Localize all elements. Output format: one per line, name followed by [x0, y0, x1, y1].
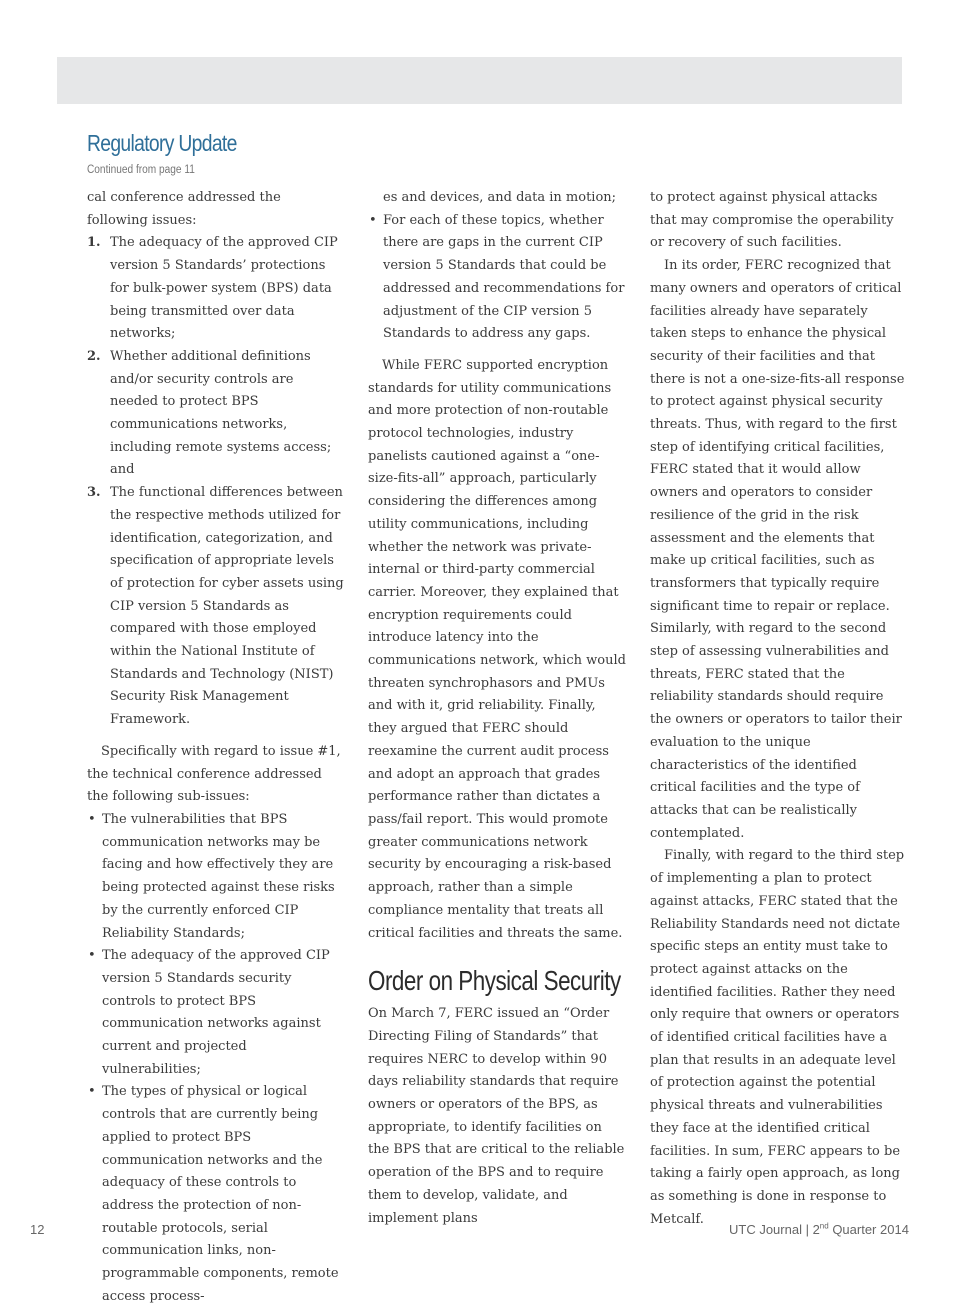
list-item: 1. The adequacy of the approved CIP version 5 Standards’ protections for bulk-power system (BPS) data being transmitted over data networks; [87, 235, 338, 342]
continued-note: Continued from page 11 [87, 164, 195, 176]
subheading: Order on Physical Security [368, 965, 621, 997]
section-title: Regulatory Update [87, 130, 237, 156]
column3-paragraph: In its order, FERC recognized that many owners and operators of critical facilities already have separately taken steps to enhance the physical security of their facilities and that there is not a one-size-fits-all response to protect against physical security threats. Thus, with regard to the first step of identifying critical facilities, FERC stated that it would allow owners and operators to consider resilience of the grid in the risk assessment and the elements that make up critical facilities, such as transformers that typically require significant time to repair or replace. Similarly, with regard to the second step of assessing vulnerabilities and threats, FERC stated that the reliability standards should require the owners or operators to tailor their evaluation to the unique characteristics of the identified critical facilities and the type of attacks that can be realistically contemplated. [650, 258, 905, 841]
bullet-icon: • [88, 811, 96, 827]
column2-continuation: es and devices, and data in motion; [383, 190, 617, 205]
list-item: 3. The functional differences between the respective methods utilized for identification, categorization, and specification of appropriate levels of protection for cyber assets using CIP version 5 Standards as compared with those employed within the National Institute of Standards and Technology (NIST) Security Risk Management Framework. [87, 485, 344, 728]
list-item: • The adequacy of the approved CIP version 5 Standards security controls to protect BPS communication networks against current and projected vulnerabilities; [87, 945, 345, 1081]
list-item: • The types of physical or logical controls that are currently being applied to protect BPS communication networks and the adequacy of these controls to address the protection of non-routable protocols, serial communication links, non-programmable components, remote access process- [87, 1081, 345, 1308]
list-item: 2. Whether additional definitions and/or security controls are needed to protect BPS communications networks, including remote systems access; and [87, 348, 332, 478]
bullet-icon: • [88, 948, 96, 964]
column2-paragraph: On March 7, FERC issued an “Order Directing Filing of Standards” that requires NERC to develop within 90 days reliability standards that require owners or operators of the BPS, as appropriate, to identify facilities on the BPS that are critical to the reliable operation of the BPS and to require them to develop, validate, and implement plans [368, 1006, 625, 1226]
bullet-icon: • [369, 212, 377, 228]
column3-paragraph: Finally, with regard to the third step of implementing a plan to protect against attacks, FERC stated that the Reliability Standards need not dictate specific steps an entity must take to protect against attacks on the identified facilities. Rather they need only require that owners or operators of identified critical facilities have a plan that results in an adequate level of protection against the potential physical threats and vulnerabilities they face at the identified critical facilities. In sum, FERC appears to be taking a fairly open approach, as long as something is done in response to Metcalf. [650, 848, 905, 1227]
column-1 [87, 187, 345, 1308]
list-item: • For each of these topics, whether there are gaps in the current CIP version 5 Standards that could be addressed and recommendations for adjustment of the CIP version 5 Standards to address any gaps. [368, 210, 626, 346]
issues-list [87, 232, 345, 731]
bullet-icon: • [88, 1084, 96, 1100]
column1-intro: cal conference addressed the following issues: [87, 190, 281, 228]
column1-paragraph: Specifically with regard to issue #1, the technical conference addressed the following sub-issues: [87, 743, 341, 805]
column2-paragraph: While FERC supported encryption standards for utility communications and more protection of non-routable protocol technologies, industry panelists cautioned against a “one-size-fits-all” approach, particularly considering the differences among utility communications, including whether the network was private-internal or third-party commercial carrier. Moreover, they explained that encryption requirements could introduce latency into the communications network, which would threaten synchrophasors and PMUs and with it, grid reliability. Finally, they argued that FERC should reexamine the current audit process and adopt an approach that grades performance rather than dictates a pass/fail report. This would promote greater communications network security by encouraging a risk-based approach, rather than a simple compliance mentality that treats all critical facilities and threats the same. [368, 357, 626, 941]
list-item: • The vulnerabilities that BPS communication networks may be facing and how effectively they are being protected against these risks by the currently enforced CIP Reliability Standards; [87, 809, 345, 945]
topics-list [368, 210, 626, 346]
page-number: 12 [30, 1222, 45, 1237]
sub-issues-list [87, 809, 345, 1308]
header-band [57, 57, 902, 104]
column3-paragraph: to protect against physical attacks that may compromise the operability or recovery of such facilities. [650, 190, 894, 251]
column-3 [650, 187, 905, 1231]
journal-footer: UTC Journal | 2nd Quarter 2014 [729, 1221, 909, 1237]
column-2 [368, 187, 626, 1230]
